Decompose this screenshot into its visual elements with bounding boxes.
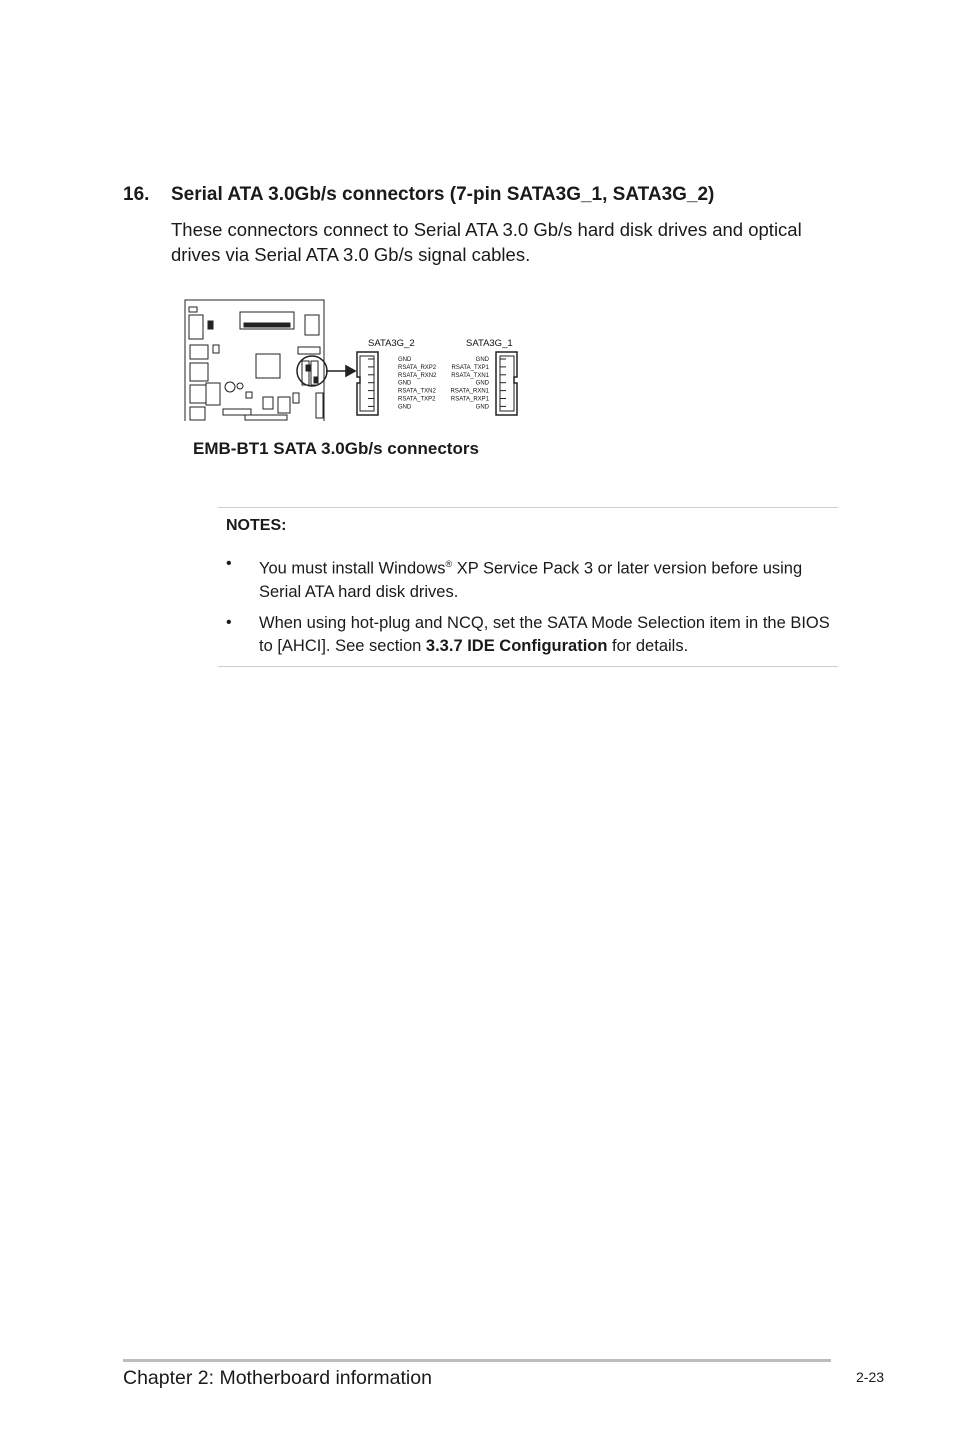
sata-connector-diagram — [183, 297, 528, 426]
note-item-1-text-rest: XP Service Pack 3 or later version before using Serial ATA hard disk drives. — [259, 559, 803, 601]
note-item-2-text: When using hot-plug and NCQ, set the SATA Mode Selection item in the BIOS to [AHCI]. See section — [259, 614, 830, 655]
sata3g-1-label: SATA3G_1 — [466, 338, 513, 349]
sata3g-2-pin-label: RSATA_RXP2 — [398, 364, 437, 371]
sata3g-2-pin-label: RSATA_RXN2 — [398, 372, 437, 379]
sata3g-1-pin-label: RSATA_RXP1 — [450, 396, 489, 403]
sata3g-1-connector — [496, 352, 517, 415]
section-number: 16. — [123, 184, 150, 205]
sata3g-2-pin-label: RSATA_TXN2 — [398, 388, 436, 395]
pointer-arrow — [326, 366, 355, 376]
note-item-1 — [259, 553, 837, 604]
registered-mark: ® — [445, 559, 453, 569]
diagram-svg — [183, 297, 528, 421]
footer-rule — [123, 1359, 831, 1362]
sata3g-2-pin-label: GND — [398, 404, 412, 411]
sata3g-2-label: SATA3G_2 — [368, 338, 415, 349]
footer-page-number: 2-23 — [856, 1369, 885, 1385]
section-description: These connectors connect to Serial ATA 3.0 Gb/s hard disk drives and optical drives via Serial ATA 3.0 Gb/s signal cables. — [171, 219, 802, 265]
section-reference: 3.3.7 IDE Configuration — [425, 637, 608, 655]
sata3g-1-pin-label: RSATA_TXP1 — [451, 364, 489, 371]
sata3g-1-pin-label: GND — [475, 404, 489, 411]
sata3g-1-pin-label: GND — [475, 357, 489, 363]
note-item-1-text: You must install Windows — [259, 559, 446, 578]
sata3g-1-pin-label: GND — [475, 380, 489, 387]
sata3g-2-pin-label: GND — [398, 357, 412, 363]
sata3g-2-pin-label: GND — [398, 380, 412, 387]
diagram-caption: EMB-BT1 SATA 3.0Gb/s connectors — [193, 439, 479, 458]
note-item-2 — [259, 612, 837, 658]
sata3g-1-pin-labels — [451, 357, 490, 410]
sata3g-1-pin-ticks — [500, 359, 506, 406]
note-bullet-2: • — [226, 614, 232, 631]
footer-chapter-title: Chapter 2: Motherboard information — [123, 1367, 432, 1389]
sata3g-1-pin-label: RSATA_RXN1 — [450, 388, 489, 395]
note-bullet-1: • — [226, 555, 232, 572]
sata3g-1-pin-label: RSATA_TXN1 — [451, 372, 489, 379]
sata3g-2-pin-labels — [398, 357, 437, 410]
notes-title: NOTES: — [226, 517, 287, 534]
sata3g-2-pin-ticks — [368, 359, 374, 406]
sata3g-2-connector — [357, 352, 378, 415]
section-title: Serial ATA 3.0Gb/s connectors (7-pin SATA3G_1, SATA3G_2) — [171, 184, 715, 205]
sata3g-2-pin-label: RSATA_TXP2 — [398, 396, 436, 403]
motherboard-outline — [185, 300, 327, 421]
note-item-2-text-rest: for details. — [607, 637, 689, 655]
